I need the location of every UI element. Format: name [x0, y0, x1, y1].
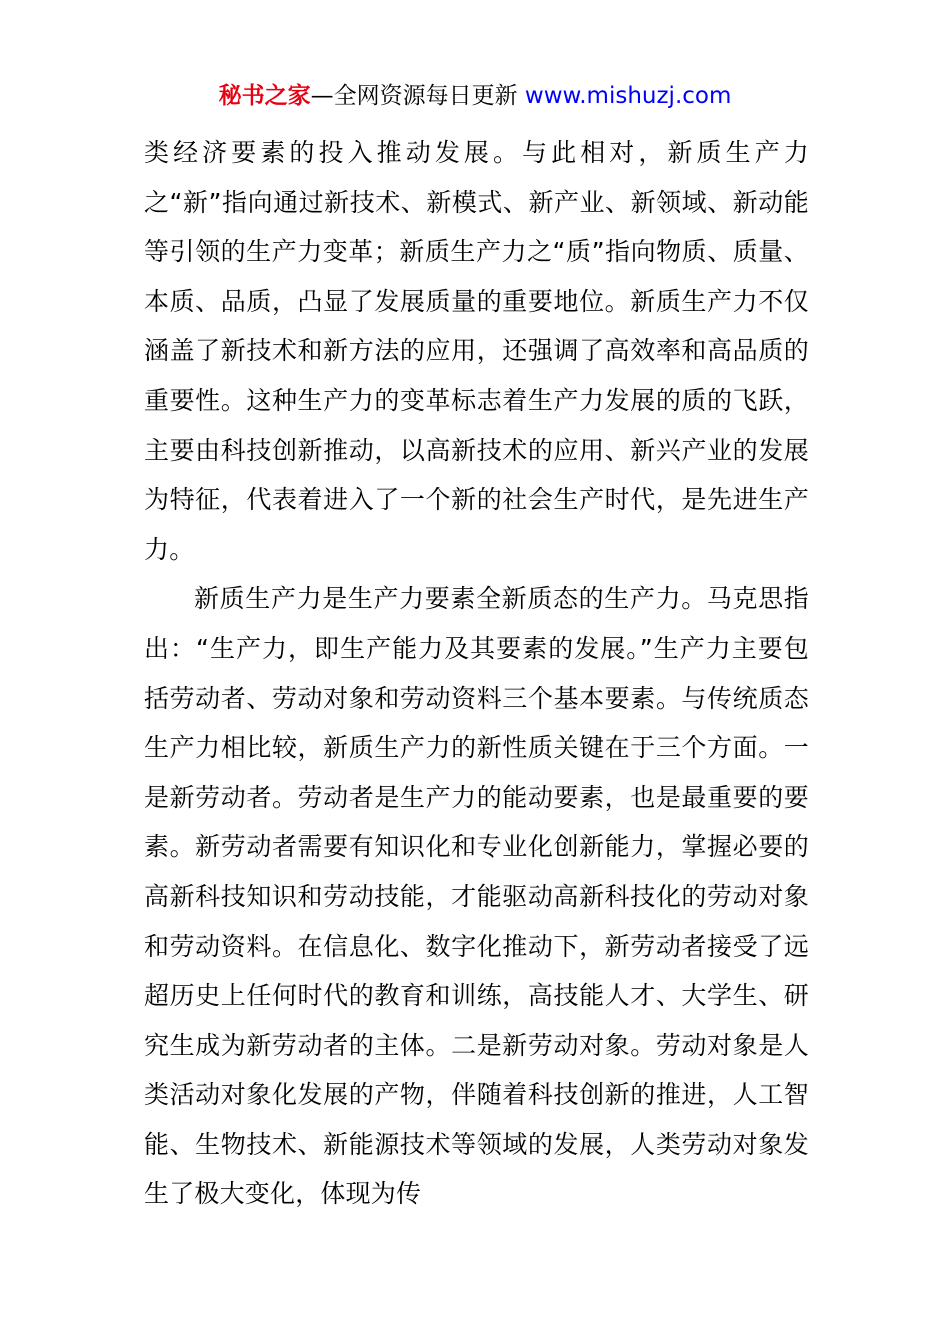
site-header: [0, 80, 950, 112]
paragraph: 类经济要素的投入推动发展。与此相对，新质生产力之“新”指向通过新技术、新模式、新产业、新领域、新动能等引领的生产力变革；新质生产力之“质”指向物质、质量、本质、品质，凸显了发展质量的重要地位。新质生产力不仅涵盖了新技术和新方法的应用，还强调了高效率和高品质的重要性。这种生产力的变革标志着生产力发展的质的飞跃，主要由科技创新推动，以高新技术的应用、新兴产业的发展为特征，代表着进入了一个新的社会生产时代，是先进生产力。: [144, 138, 809, 564]
header-tagline: —全网资源每日更新: [310, 83, 518, 109]
site-url-link[interactable]: www.mishuzj.com: [524, 83, 732, 109]
brand-name: 秘书之家: [218, 83, 311, 109]
paragraph: 新质生产力是生产力要素全新质态的生产力。马克思指出：“生产力，即生产能力及其要素的发展。”生产力主要包括劳动者、劳动对象和劳动资料三个基本要素。与传统质态生产力相比较，新质生产力的新性质关键在于三个方面。一是新劳动者。劳动者是生产力的能动要素，也是最重要的要素。新劳动者需要有知识化和专业化创新能力，掌握必要的高新科技知识和劳动技能，才能驱动高新科技化的劳动对象和劳动资料。在信息化、数字化推动下，新劳动者接受了远超历史上任何时代的教育和训练，高技能人才、大学生、研究生成为新劳动者的主体。二是新劳动对象。劳动对象是人类活动对象化发展的产物，伴随着科技创新的推进，人工智能、生物技术、新能源技术等领域的发展，人类劳动对象发生了极大变化，体现为传: [144, 584, 809, 1209]
document-body: [144, 128, 809, 1219]
